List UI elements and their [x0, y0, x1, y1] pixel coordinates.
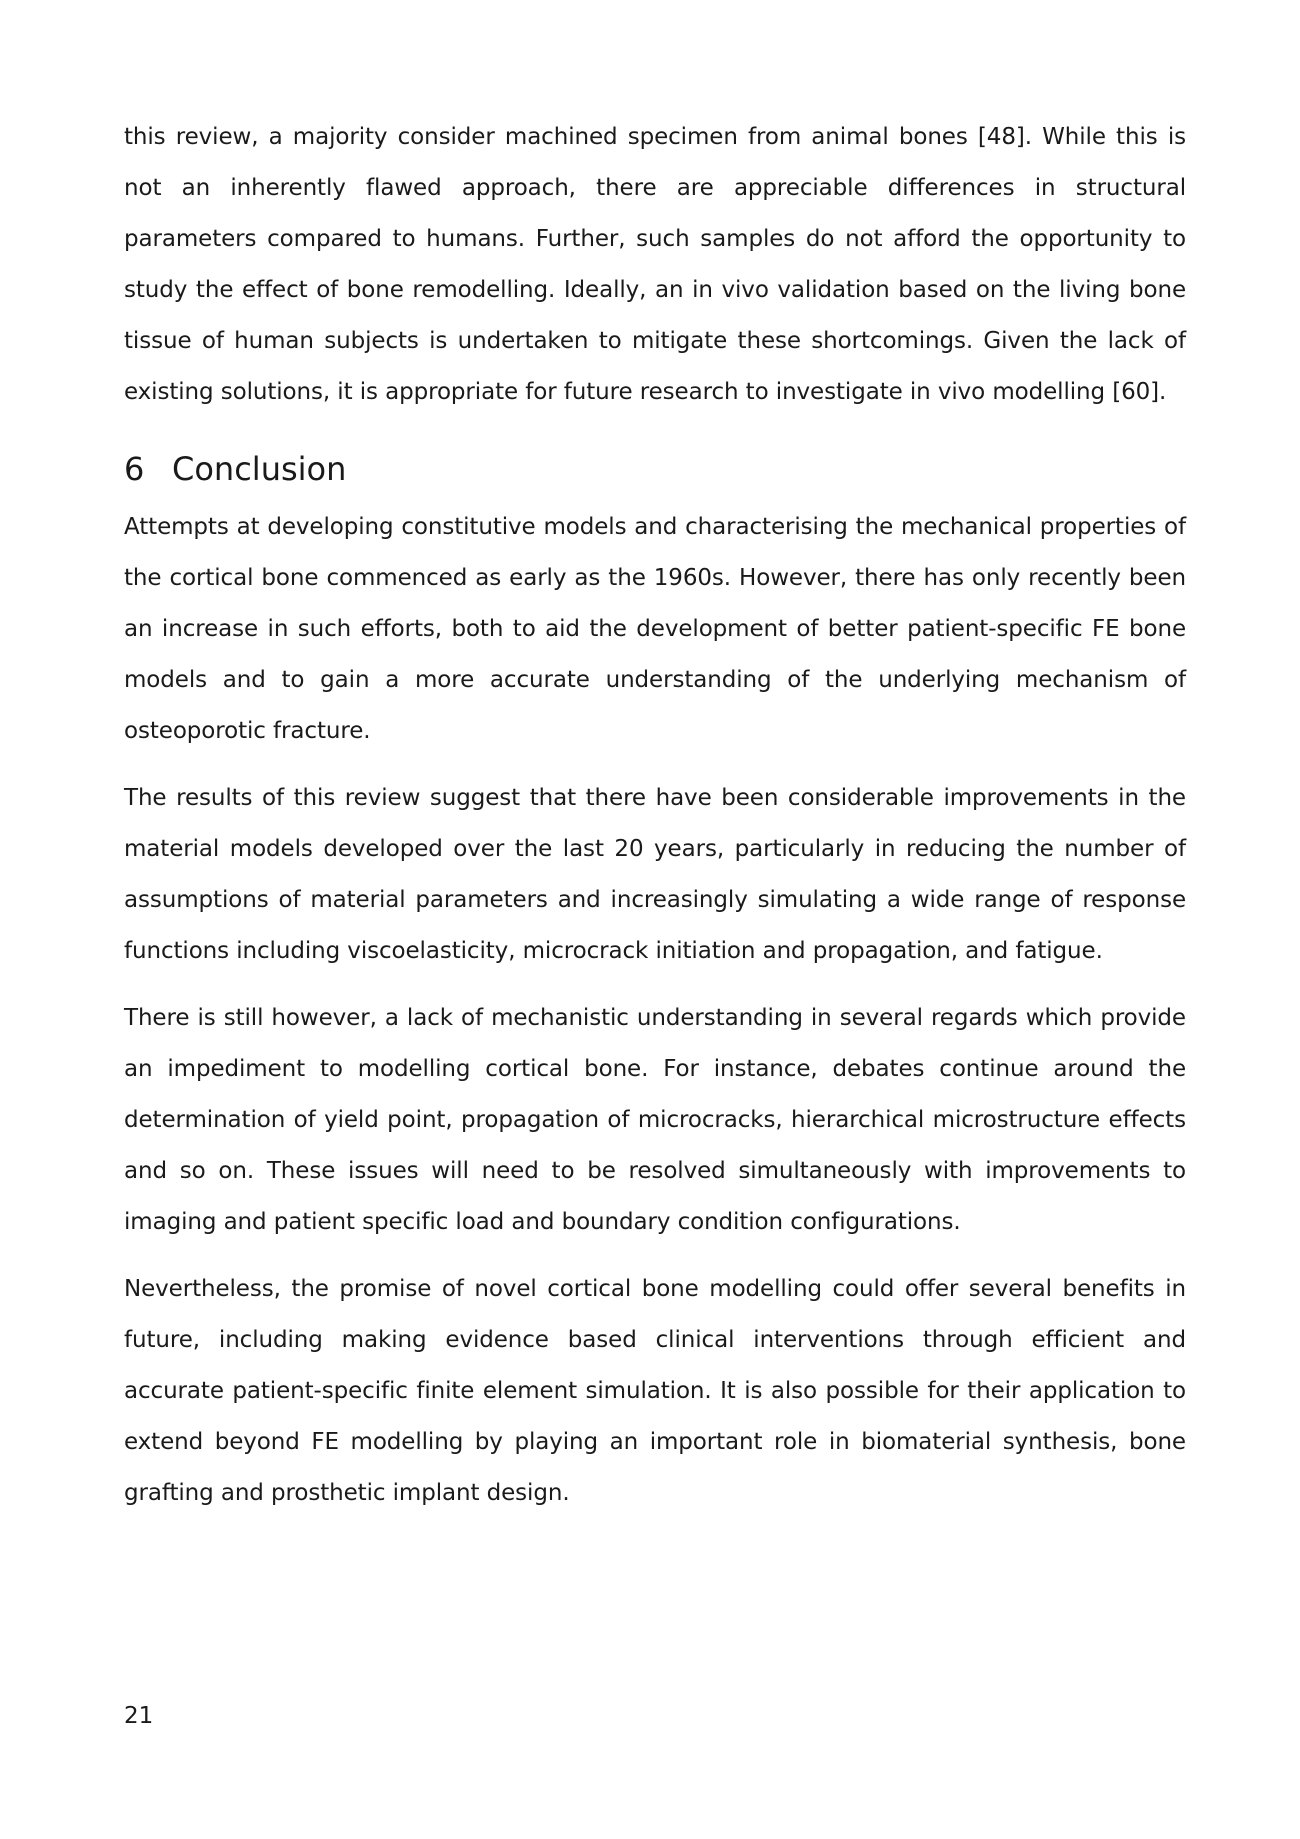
- conclusion-paragraph-3: There is still however, a lack of mechanistic understanding in several regards which provide an impediment to modelling cortical bone. For instance, debates continue around the determination of yield point, propagation of microcracks, hierarchical microstructure effects and so on. These issues will need to be resolved simultaneously with improvements to imaging and patient specific load and boundary condition configurations.: [124, 1005, 1186, 1235]
- page-body: [124, 112, 1186, 1535]
- conclusion-paragraph-4: Nevertheless, the promise of novel cortical bone modelling could offer several benefits in future, including making evidence based clinical interventions through efficient and accurate patient-specific finite element simulation. It is also possible for their application to extend beyond FE modelling by playing an important role in biomaterial synthesis, bone grafting and prosthetic implant design.: [124, 1276, 1186, 1506]
- conclusion-paragraph-1: Attempts at developing constitutive models and characterising the mechanical properties of the cortical bone commenced as early as the 1960s. However, there has only recently been an increase in such efforts, both to aid the development of better patient-specific FE bone models and to gain a more accurate understanding of the underlying mechanism of osteoporotic fracture.: [124, 514, 1186, 744]
- section-title: Conclusion: [172, 450, 347, 488]
- section-number: 6: [124, 450, 145, 488]
- paragraph-continued: this review, a majority consider machined specimen from animal bones [48]. While this is not an inherently flawed approach, there are appreciable differences in structural parameters compared to humans. Further, such samples do not afford the opportunity to study the effect of bone remodelling. Ideally, an in vivo validation based on the living bone tissue of human subjects is undertaken to mitigate these shortcomings. Given the lack of existing solutions, it is appropriate for future research to investigate in vivo modelling [60].: [124, 124, 1186, 405]
- conclusion-paragraph-2: The results of this review suggest that there have been considerable improvements in the material models developed over the last 20 years, particularly in reducing the number of assumptions of material parameters and increasingly simulating a wide range of response functions including viscoelasticity, microcrack initiation and propagation, and fatigue.: [124, 785, 1186, 964]
- page-number: 21: [124, 1703, 154, 1729]
- section-heading: [124, 434, 1186, 502]
